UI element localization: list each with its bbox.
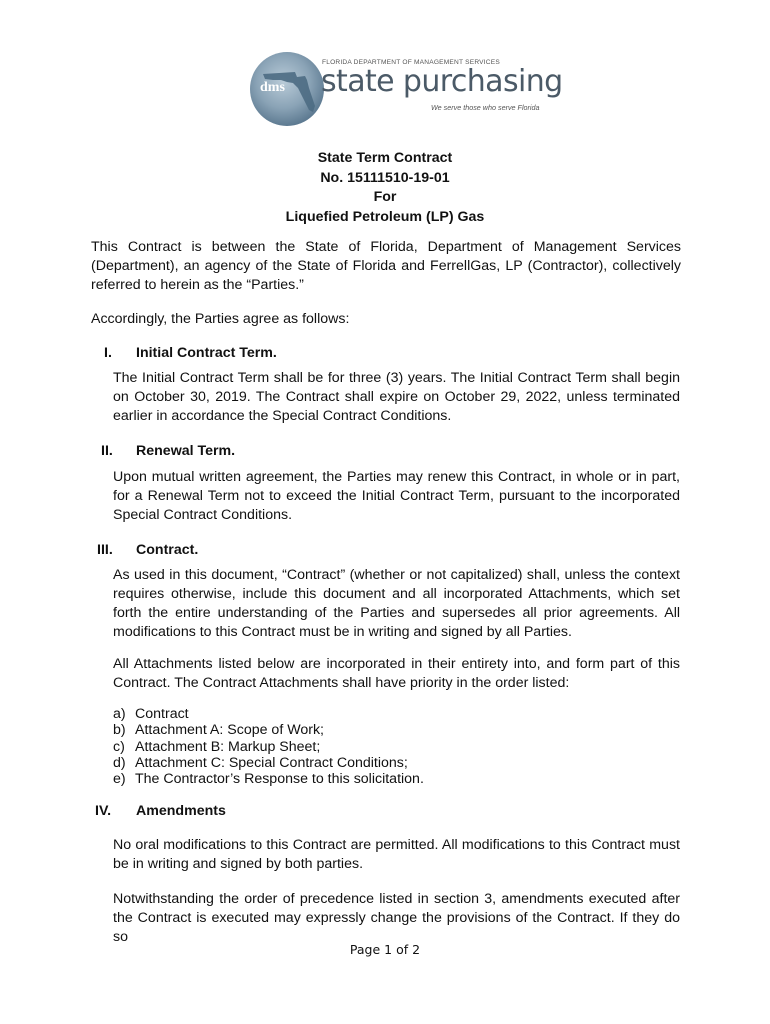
title-line: Liquefied Petroleum (LP) Gas [285, 208, 485, 225]
list-item [113, 706, 513, 722]
list-item [113, 755, 513, 771]
section-number: I. [104, 345, 112, 361]
title-line: State Term Contract [317, 150, 453, 166]
list-marker: d) [113, 754, 126, 771]
attachments-list [113, 706, 513, 787]
section-number: IV. [95, 803, 112, 819]
list-item [113, 739, 513, 755]
section-title: Contract. [136, 542, 199, 558]
list-text: Attachment B: Markup Sheet; [135, 738, 321, 755]
list-item [113, 771, 513, 787]
contract-title [0, 149, 770, 227]
logo-tagline: We serve those who serve Florida [431, 103, 540, 112]
list-item [113, 722, 513, 738]
title-line: No. 15111510-19-01 [320, 169, 450, 186]
list-marker: e) [113, 771, 126, 788]
accordingly-paragraph: Accordingly, the Parties agree as follows: [91, 311, 350, 327]
section-number: III. [97, 542, 113, 558]
section-paragraph: The Initial Contract Term shall be for three (3) years. The Initial Contract Term shall begin on October 30, 2019. The Contract shall expire on October 29, 2022, unless terminated earlier in accordance the Special Contract Conditions. [113, 370, 680, 424]
list-text: Contract [135, 706, 189, 722]
list-marker: a) [113, 706, 126, 722]
state-purchasing-logo [249, 50, 563, 132]
section-paragraph: Notwithstanding the order of precedence listed in section 3, amendments executed after the Contract is executed may expressly change the provisions of the Contract. If they do so [113, 891, 680, 945]
logo-department-text: FLORIDA DEPARTMENT OF MANAGEMENT SERVICES [322, 59, 500, 66]
section-title: Amendments [136, 803, 226, 819]
section-title: Initial Contract Term. [136, 345, 277, 361]
section-paragraph: Upon mutual written agreement, the Parties may renew this Contract, in whole or in part, for a Renewal Term not to exceed the Initial Contract Term, pursuant to the incorporated Special Contract Conditions. [113, 469, 680, 523]
section-paragraph: No oral modifications to this Contract are permitted. All modifications to this Contract must be in writing and signed by both parties. [113, 837, 680, 872]
title-line: For [373, 189, 397, 205]
list-text: The Contractor’s Response to this solicitation. [135, 771, 424, 788]
logo-badge-text: dms [260, 80, 285, 95]
section-title: Renewal Term. [136, 443, 236, 459]
intro-paragraph: This Contract is between the State of Florida, Department of Management Services (Department), an agency of the State of Florida and FerrellGas, LP (Contractor), collectively referred to herein as the “Parties.” [91, 239, 681, 293]
page-number: Page 1 of 2 [349, 942, 421, 957]
list-marker: c) [113, 738, 125, 755]
section-paragraph: As used in this document, “Contract” (whether or not capitalized) shall, unless the context requires otherwise, include this document and all incorporated Attachments, which set forth the entire understanding of the Parties and supersedes all prior agreements. All modifications to this Contract must be in writing and signed by all Parties. [113, 567, 680, 640]
list-text: Attachment A: Scope of Work; [135, 722, 324, 739]
section-number: II. [101, 443, 113, 459]
list-text: Attachment C: Special Contract Conditions; [135, 754, 408, 771]
list-marker: b) [113, 722, 126, 739]
logo-title-text: state purchasing [321, 64, 563, 99]
section-paragraph: All Attachments listed below are incorporated in their entirety into, and form part of this Contract. The Contract Attachments shall have priority in the order listed: [113, 656, 680, 691]
